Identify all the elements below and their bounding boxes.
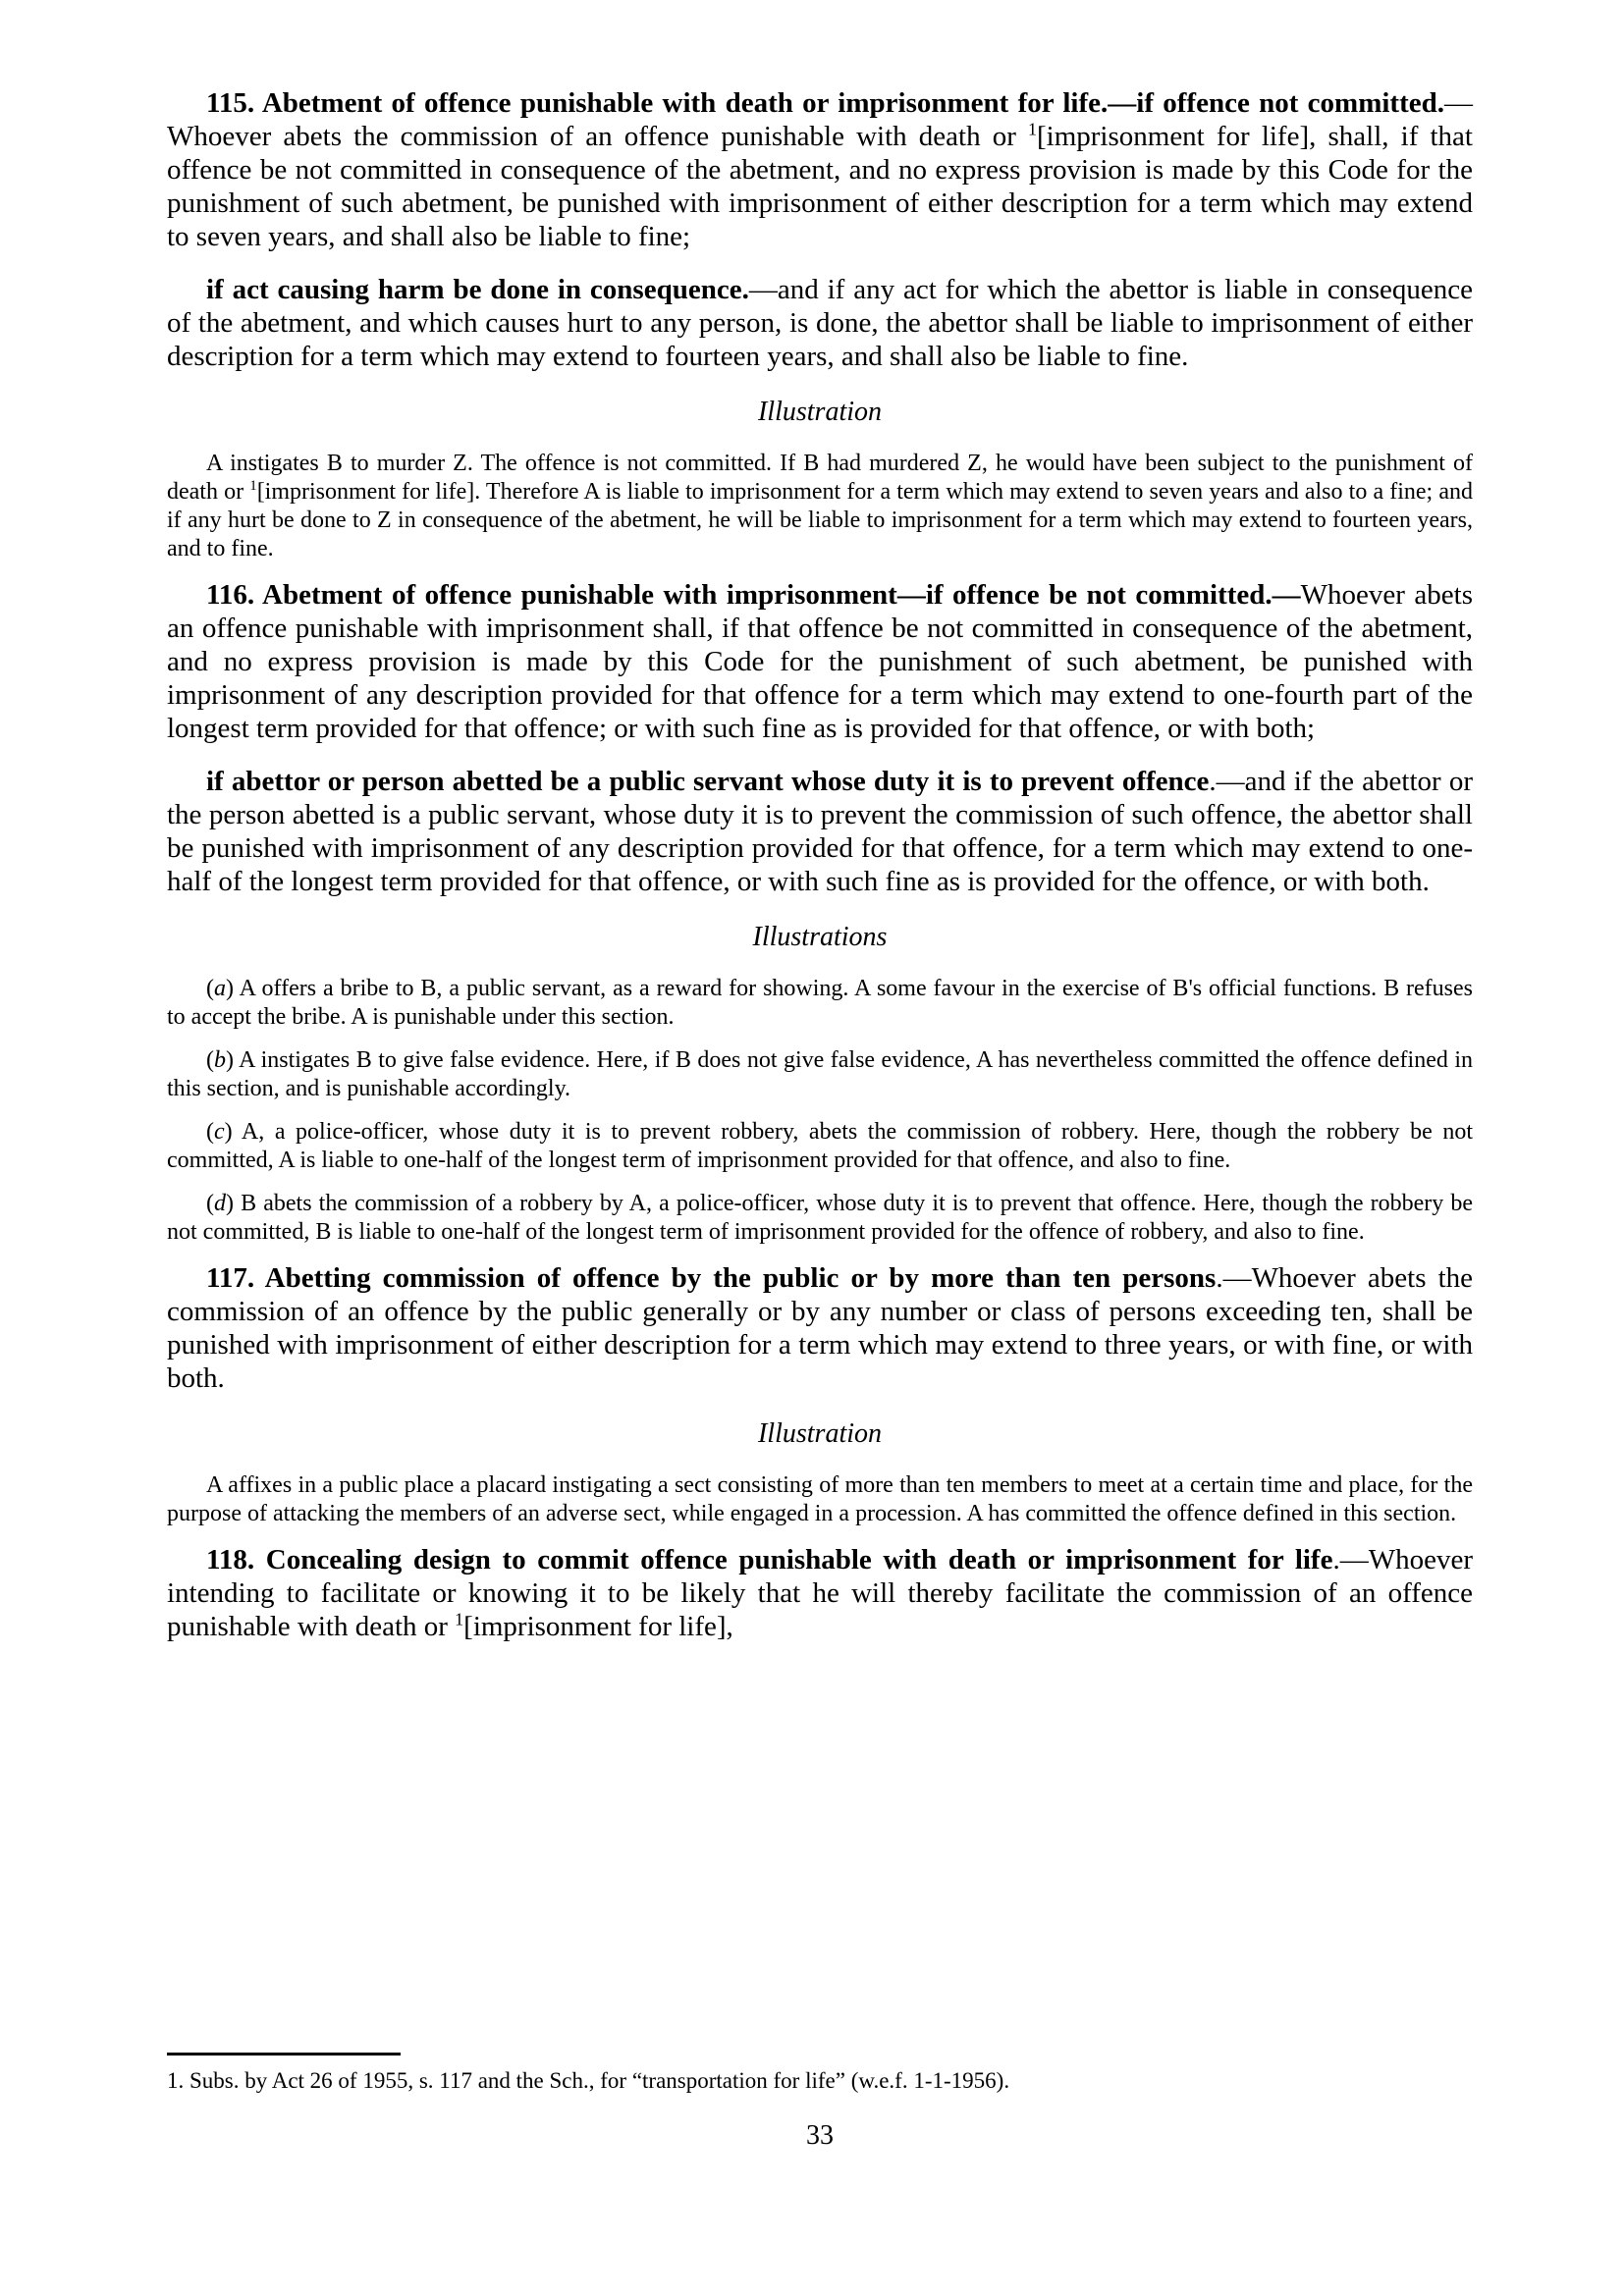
text-run: ) A instigates B to give false evidence. Here, if B does not give false evidence, A has nevertheless committed the offence defined in this section, and is punishable accordingly. — [167, 1047, 1473, 1101]
text-run: ( — [206, 976, 214, 1001]
illustration-paragraph — [167, 1046, 1473, 1103]
text-run: ) A offers a bribe to B, a public servant, as a reward for showing. A some favour in the exercise of B's official functions. B refuses to accept the bribe. A is punishable under this section. — [167, 976, 1473, 1030]
text-run: —Whoever abets the commission of an offence punishable with death or — [167, 87, 1473, 152]
illustration-paragraph — [167, 1190, 1473, 1247]
text-run: .—Whoever abets the commission of an offence by the public generally or by any number or class of persons exceeding ten, shall be punished with imprisonment of either description for a term which may extend to three years, or with fine, or with both. — [167, 1262, 1473, 1394]
illustration-heading — [167, 1418, 1473, 1450]
section-paragraph — [167, 86, 1473, 253]
section-paragraph — [167, 578, 1473, 745]
footnote-divider — [167, 2053, 401, 2056]
text-run: if act causing harm be done in consequence. — [206, 274, 749, 305]
text-run: 117. Abetting commission of offence by the public or by more than ten persons — [206, 1262, 1217, 1294]
text-run: Illustration — [757, 1418, 882, 1449]
text-run: —and if any act for which the abettor is liable in consequence of the abetment, and which causes hurt to any person, is done, the abettor shall be liable to imprisonment of either description for a term which may extend to fourteen years, and shall also be liable to fine. — [167, 274, 1473, 372]
page-number: 33 — [806, 2120, 834, 2151]
text-run: 118. Concealing design to commit offence punishable with death or imprisonment for life — [206, 1544, 1333, 1575]
text-run: A instigates B to murder Z. The offence is not committed. If B had murdered Z, he would have been subject to the punishment of death or — [167, 451, 1473, 505]
text-run: [imprisonment for life]. Therefore A is liable to imprisonment for a term which may extend to seven years and also to a fine; and if any hurt be done to Z in consequence of the abetment, he will be liable to imprisonment for a term which may extend to fourteen years, and to fine. — [167, 479, 1474, 561]
text-run: ( — [206, 1119, 214, 1145]
section-paragraph — [167, 273, 1473, 373]
text-run: a — [214, 976, 226, 1001]
text-run: .—Whoever intending to facilitate or knowing it to be likely that he will thereby facilitate the commission of an offence punishable with death or — [167, 1544, 1473, 1642]
illustration-paragraph — [167, 450, 1473, 563]
text-run: Illustrations — [752, 922, 888, 952]
text-run: ) A, a police-officer, whose duty it is to prevent robbery, abets the commission of robbery. Here, though the robbery be not committed, A is liable to one-half of the longest term of imprisonment provided for that offence, and also to fine. — [167, 1119, 1473, 1173]
text-run: [imprisonment for life], shall, if that offence be not committed in consequence of the abetment, and no express provision is made by this Code for the punishment of such abetment, be punished with imprisonment of either description for a term which may extend to seven years, and shall also be liable to fine; — [167, 121, 1473, 252]
illustration-heading — [167, 397, 1473, 428]
text-run: ) B abets the commission of a robbery by A, a police-officer, whose duty it is to prevent that offence. Here, though the robbery be not committed, B is liable to one-half of the longest term of imprisonment provided for the offence of robbery, and also to fine. — [167, 1191, 1473, 1245]
text-run: 115. Abetment of offence punishable with death or imprisonment for life.—if offence not committed. — [206, 87, 1444, 119]
text-run: Whoever abets an offence punishable with imprisonment shall, if that offence be not committed in consequence of the abetment, and no express provision is made by this Code for the punishment of such abetment, be punished with imprisonment of any description provided for that offence for a term which may extend to one-fourth part of the longest term provided for that offence; or with such fine as is provided for that offence, or with both; — [167, 579, 1474, 744]
illustration-paragraph — [167, 1118, 1473, 1175]
section-paragraph — [167, 1543, 1473, 1643]
text-run: 1 — [1028, 119, 1037, 139]
text-run: 1 — [249, 478, 257, 494]
text-run: [imprisonment for life], — [463, 1611, 733, 1642]
footnote-text: 1. Subs. by Act 26 of 1955, s. 117 and the Sch., for “transportation for life” (w.e.f. 1-1-1956). — [167, 2068, 1010, 2093]
text-run: c — [214, 1119, 225, 1145]
text-run: ( — [206, 1047, 214, 1073]
illustration-heading — [167, 922, 1473, 953]
text-run: d — [214, 1191, 226, 1216]
illustration-paragraph — [167, 975, 1473, 1032]
text-run: Illustration — [757, 397, 882, 427]
section-paragraph — [167, 765, 1473, 898]
text-run: 1 — [455, 1609, 464, 1629]
text-run: ( — [206, 1191, 214, 1216]
section-paragraph — [167, 1261, 1473, 1395]
text-run: A affixes in a public place a placard instigating a sect consisting of more than ten members to meet at a certain time and place, for the purpose of attacking the members of an adverse sect, while engaged in a procession. A has committed the offence defined in this section. — [167, 1472, 1473, 1526]
document-body — [167, 86, 1473, 1663]
text-run: if abettor or person abetted be a public servant whose duty it is to prevent offence — [206, 766, 1210, 797]
text-run: .—and if the abettor or the person abetted is a public servant, whose duty it is to prevent the commission of such offence, the abettor shall be punished with imprisonment of any description provided for that offence, for a term which may extend to one-half of the longest term provided for that offence, or with such fine as is provided for the offence, or with both. — [167, 766, 1474, 897]
text-run: 116. Abetment of offence punishable with imprisonment—if offence be not committed.— — [206, 579, 1301, 611]
text-run: b — [214, 1047, 226, 1073]
illustration-paragraph — [167, 1471, 1473, 1528]
